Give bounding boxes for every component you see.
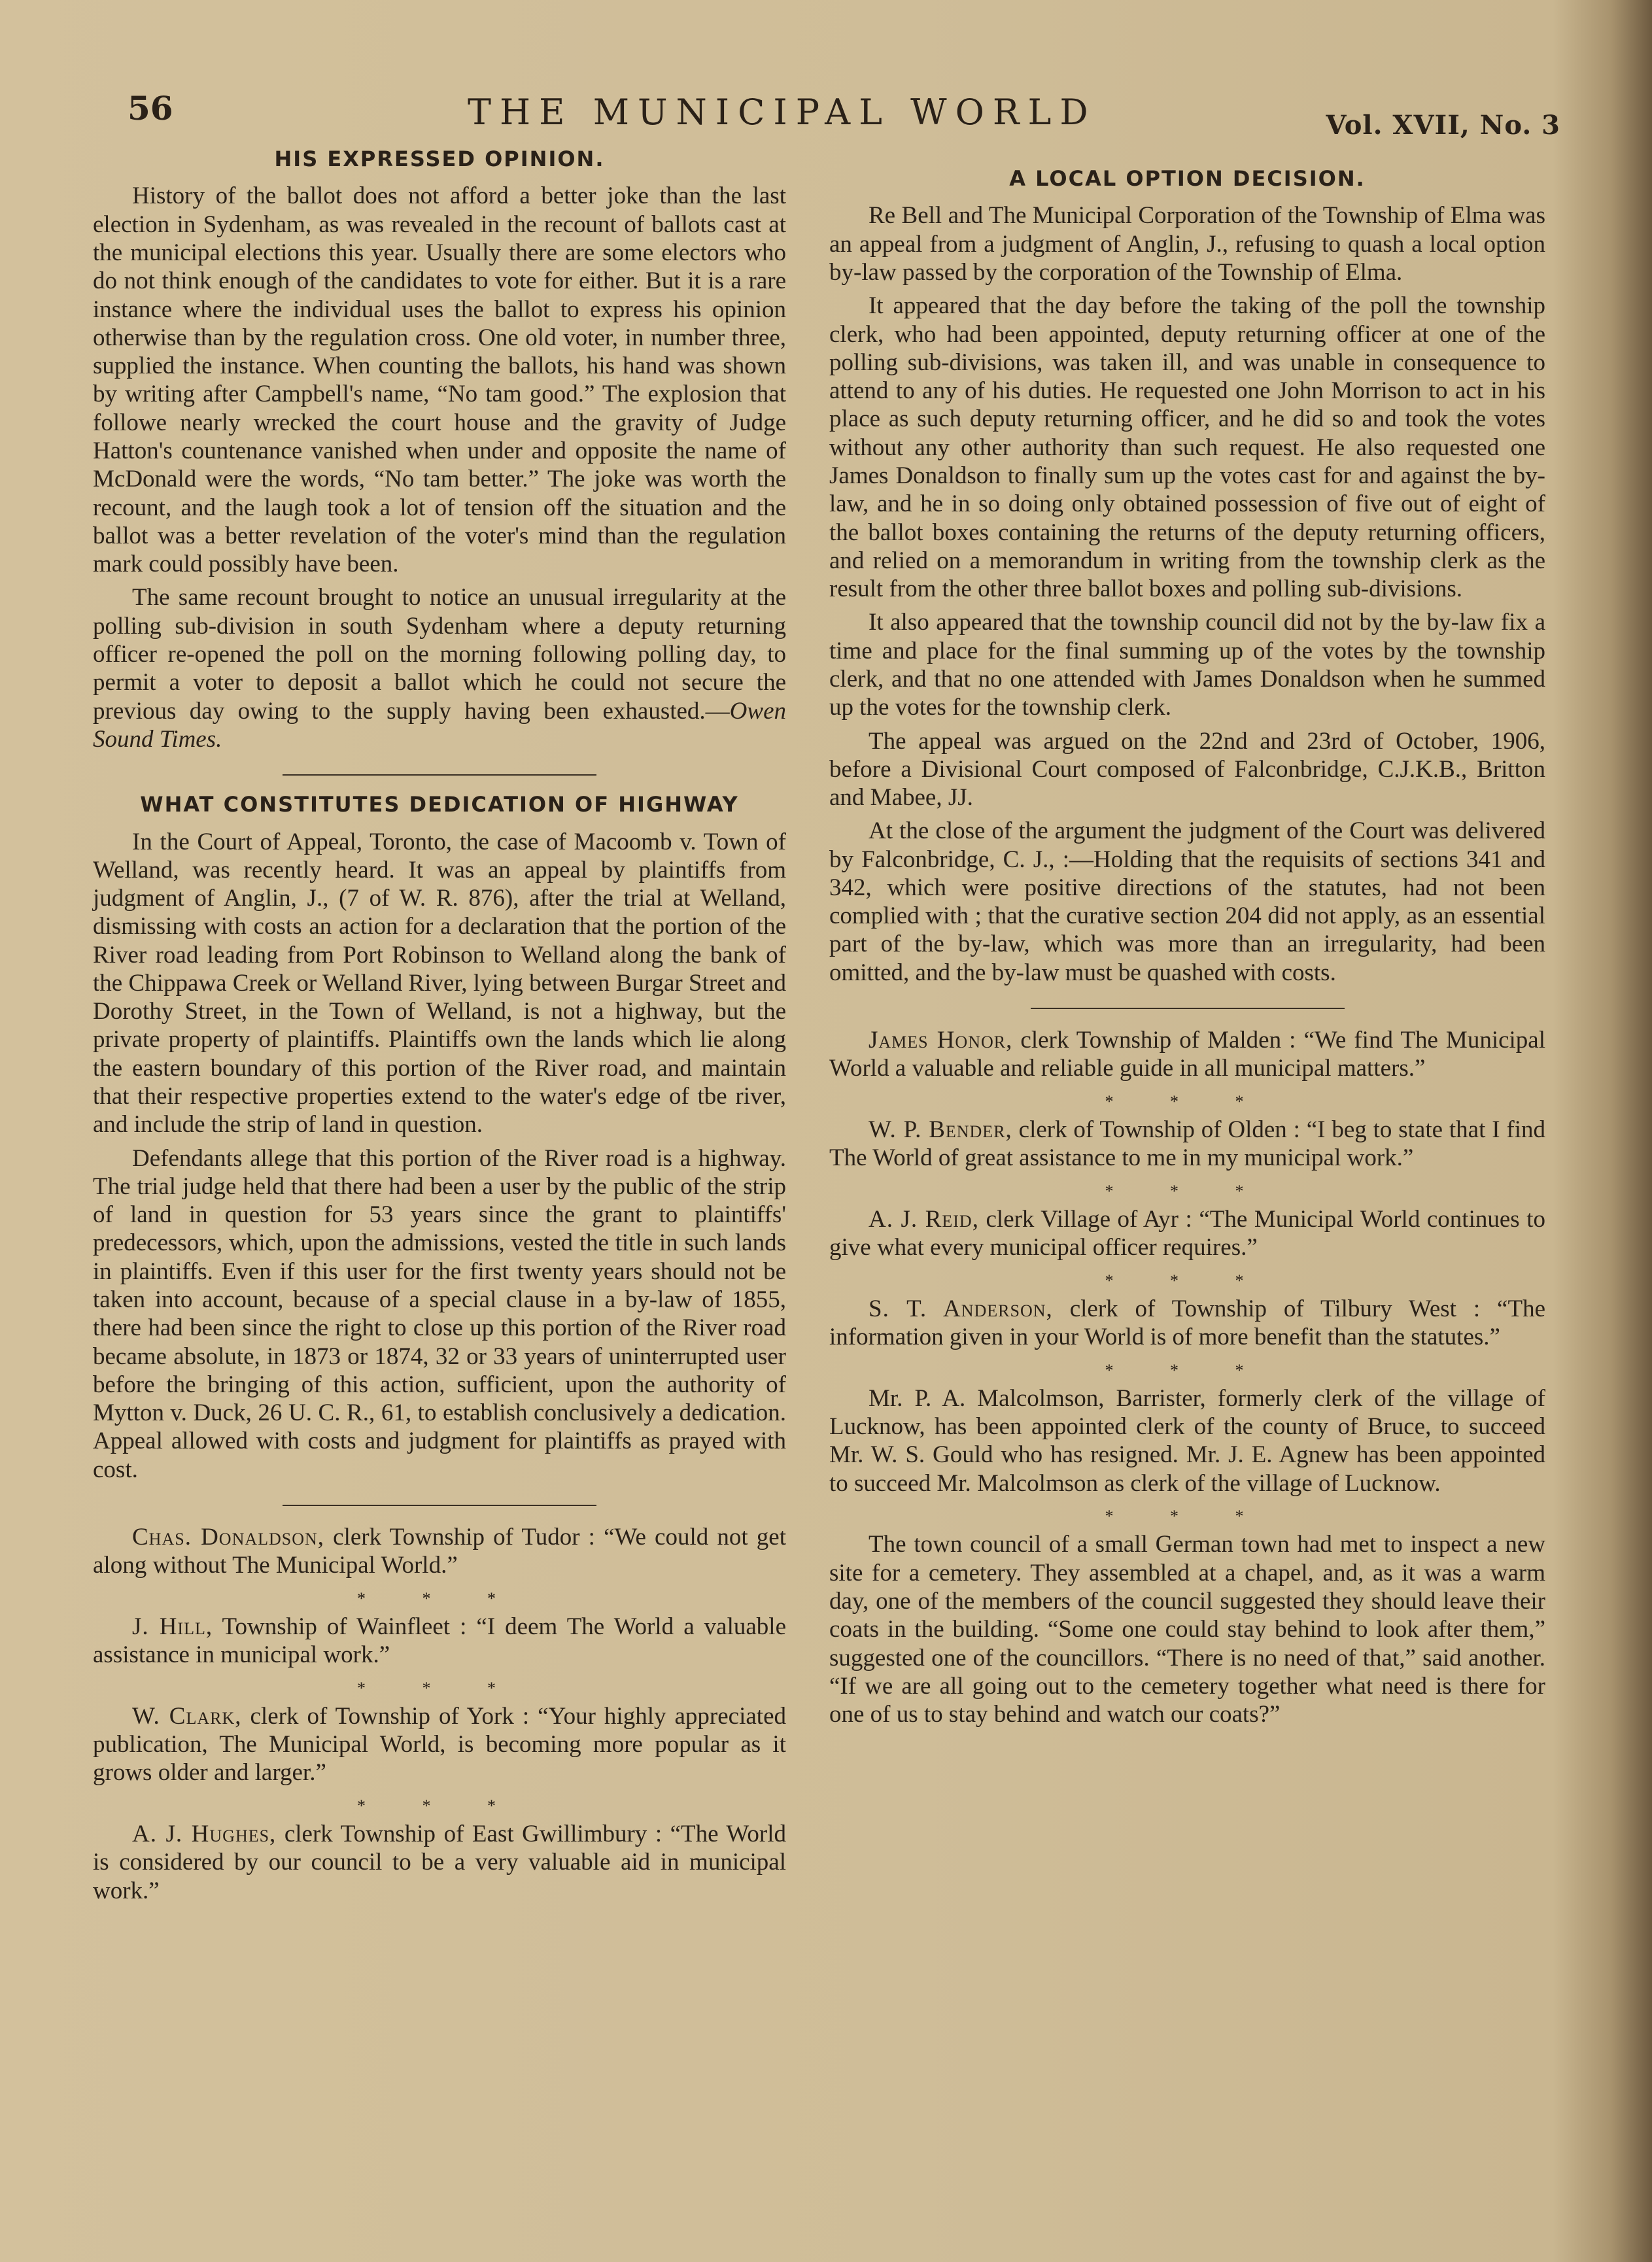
- testimonial-text: clerk Township of Tudor : “We could not get along without The Municipal World.”: [93, 1523, 786, 1579]
- article-local-option-decision: [829, 167, 1545, 987]
- testimonial: [93, 1820, 786, 1905]
- testimonial-name: S. T. Anderson,: [869, 1295, 1053, 1322]
- separator-stars: * * *: [1105, 1360, 1270, 1380]
- testimonial-text: clerk of Township of York : “Your highly appreciated publication, The Municipal World, is becoming more popular as it grows older and larger.”: [93, 1702, 786, 1787]
- testimonial-name: James Honor,: [869, 1027, 1013, 1054]
- article-heading: A LOCAL OPTION DECISION.: [1009, 166, 1366, 191]
- section-divider: [283, 774, 596, 776]
- separator-stars: * * *: [1105, 1091, 1270, 1111]
- testimonial-text: clerk Township of East Gwillimbury : “The World is considered by our council to be a very valuable aid in municipal work.”: [93, 1821, 786, 1904]
- testimonials-left: [93, 1523, 786, 1905]
- page-header: [128, 85, 1560, 144]
- anecdote: The town council of a small German town had met to inspect a new site for a cemetery. They assembled at a chapel, and, as it was a warm day, one of the members of the council suggested they should leave their coats in the building. “Some one could stay behind to look after them,” suggested one of the councillors. “There is no need of that,” said another. “If we are all going out to the cemetery together what need is there for one of us to stay behind and watch our coats?”: [829, 1531, 1545, 1728]
- left-column: [93, 147, 786, 1910]
- testimonials-right: [829, 1026, 1545, 1728]
- testimonial: [93, 1523, 786, 1580]
- testimonial-name: Chas. Donaldson,: [132, 1523, 325, 1551]
- separator-stars: * * *: [357, 1588, 522, 1608]
- news-item-malcolmson: Mr. P. A. Malcolmson, Barrister, formerly clerk of the village of Lucknow, has been appointed clerk of the county of Bruce, to succeed Mr. W. S. Gould who has resigned. Mr. J. E. Agnew has been appointed to succeed Mr. Malcolmson as clerk of the village of Lucknow.: [829, 1384, 1545, 1497]
- article-expressed-opinion: [93, 147, 786, 753]
- testimonial-text: Township of Wainfleet : “I deem The World a valuable assistance in municipal work.”: [93, 1613, 786, 1669]
- journal-title: THE MUNICIPAL WORLD: [468, 92, 1097, 133]
- separator-stars: * * *: [1105, 1271, 1270, 1290]
- article-heading: WHAT CONSTITUTES DEDICATION OF HIGHWAY: [140, 792, 739, 817]
- testimonial-name: A. J. Hughes,: [132, 1821, 277, 1848]
- section-divider: [1031, 1008, 1345, 1009]
- article-paragraph: The appeal was argued on the 22nd and 23rd of October, 1906, before a Divisional Court composed of Falconbridge, C.J.K.B., Britton and Mabee, JJ.: [829, 727, 1545, 812]
- separator-stars: * * *: [357, 1796, 522, 1815]
- right-column: [829, 167, 1545, 1734]
- article-paragraph: It also appeared that the township council did not by the by-law fix a time and place for the final summing up of the votes by the township clerk, and that no one attended with James Donaldson when he summed up the votes for the township clerk.: [829, 609, 1545, 721]
- paragraph-text: The same recount brought to notice an unusual irregularity at the polling sub-division in south Sydenham where a deputy returning officer re-opened the poll on the morning following polling day, to permit a voter to deposit a ballot which he could not secure the previous day owing to the supply having been exhausted.—: [93, 584, 786, 725]
- section-divider: [283, 1505, 596, 1506]
- testimonial-text: clerk Village of Ayr : “The Municipal World continues to give what every municipal officer requires.”: [829, 1205, 1545, 1261]
- separator-stars: * * *: [1105, 1181, 1270, 1201]
- article-paragraph: In the Court of Appeal, Toronto, the case of Macoomb v. Town of Welland, was recently heard. It was an appeal by plaintiffs from judgment of Anglin, J., (7 of W. R. 876), after the trial at Welland, dismissing with costs an action for a declaration that the portion of the River road leading from Port Robinson to Welland along the bank of the Chippawa Creek or Welland River, lying between Burgar Street and Dorothy Street, in the Town of Welland, is not a highway, but the private property of plaintiffs. Plaintiffs own the lands which lie along the eastern boundary of this portion of the River road, and maintain that their respective properties extend to the water's edge of tbe river, and include the strip of land in question.: [93, 828, 786, 1139]
- article-paragraph: [93, 583, 786, 753]
- testimonial: [829, 1116, 1545, 1173]
- article-paragraph: At the close of the argument the judgment of the Court was delivered by Falconbridge, C. J., :—Holding that the requisits of sections 341 and 342, which were positive directions of the statutes, had not been complied with ; that the curative section 204 did not apply, as an essential part of the by-law, which was more than an irregularity, had been omitted, and the by-law must be quashed with costs.: [829, 817, 1545, 986]
- page-number: 56: [128, 89, 173, 128]
- testimonial-text: clerk of Township of Olden : “I beg to state that I find The World of great assistance to me in my municipal work.”: [829, 1116, 1545, 1172]
- separator-stars: * * *: [1105, 1507, 1270, 1526]
- testimonial-name: W. P. Bender,: [869, 1116, 1012, 1143]
- article-paragraph: Defendants allege that this portion of the River road is a highway. The trial judge held that there had been a user by the public of the strip of land in question for 53 years since the grant to plaintiffs' predecessors, which, upon the admissions, vested the title in such lands in plaintiffs. Even if this user for the first twenty years should not be taken into account, because of a special clause in a by-law of 1855, there had been since the right to close up this portion of the River road became absolute, in 1873 or 1874, 32 or 33 years of uninterrupted user before the bringing of this action, sufficient, upon the authority of Mytton v. Duck, 26 U. C. R., 61, to establish conclusively a dedication. Appeal allowed with costs and judgment for plaintiffs as prayed with cost.: [93, 1144, 786, 1483]
- testimonial: [93, 1702, 786, 1787]
- testimonial: [829, 1205, 1545, 1262]
- testimonial-text: clerk Township of Malden : “We find The Municipal World a valuable and reliable guide in all municipal matters.”: [829, 1027, 1545, 1082]
- article-dedication-of-highway: [93, 793, 786, 1484]
- article-paragraph: It appeared that the day before the taking of the poll the township clerk, who had been appointed, deputy returning officer at one of the polling sub-divisions, was taken ill, and was unable in consequence to attend to any of his duties. He requested one John Morrison to act in his place as such deputy returning officer, and he did so and took the votes without any other authority than such request. He also requested one James Donaldson to finally sum up the votes cast for and against the by-law, and he in so doing only obtained possession of five out of eight of the ballot boxes containing the returns of the deputy returning officers, and relied on a memorandum in writing from the township clerk as the result from the other three ballot boxes and polling sub-divisions.: [829, 292, 1545, 603]
- testimonial: [829, 1295, 1545, 1352]
- separator-stars: * * *: [357, 1678, 522, 1698]
- testimonial: [829, 1026, 1545, 1083]
- testimonial-text: clerk of Township of Tilbury West : “The information given in your World is of more benefit than the statutes.”: [829, 1295, 1546, 1351]
- volume-number: Vol. XVII, No. 3: [1326, 110, 1560, 141]
- testimonial-name: W. Clark,: [132, 1702, 242, 1730]
- testimonial-name: J. Hill,: [132, 1613, 213, 1640]
- article-paragraph: History of the ballot does not afford a better joke than the last election in Sydenham, as was revealed in the recount of ballots cast at the municipal elections this year. Usually there are some electors who do not think enough of the candidates to vote for either. But it is a rare instance where the individual uses the ballot to express his opinion otherwise than by the regulation cross. One old voter, in number three, supplied the instance. When counting the ballots, his hand was shown by writing after Campbell's name, “No tam good.” The explosion that followe nearly wrecked the court house and the gravity of Judge Hatton's countenance vanished when under and opposite the name of McDonald were the words, “No tam better.” The joke was worth the recount, and the laugh took a lot of tension off the situation and the ballot was a better revelation of the voter's mind than the regulation mark could possibly have been.: [93, 182, 786, 578]
- testimonial-name: A. J. Reid,: [869, 1205, 979, 1233]
- article-paragraph: Re Bell and The Municipal Corporation of the Township of Elma was an appeal from a judgment of Anglin, J., refusing to quash a local option by-law passed by the corporation of the Township of Elma.: [829, 202, 1545, 286]
- testimonial: [93, 1613, 786, 1670]
- article-source: Owen Sound Times.: [93, 697, 786, 753]
- article-heading: HIS EXPRESSED OPINION.: [274, 146, 605, 171]
